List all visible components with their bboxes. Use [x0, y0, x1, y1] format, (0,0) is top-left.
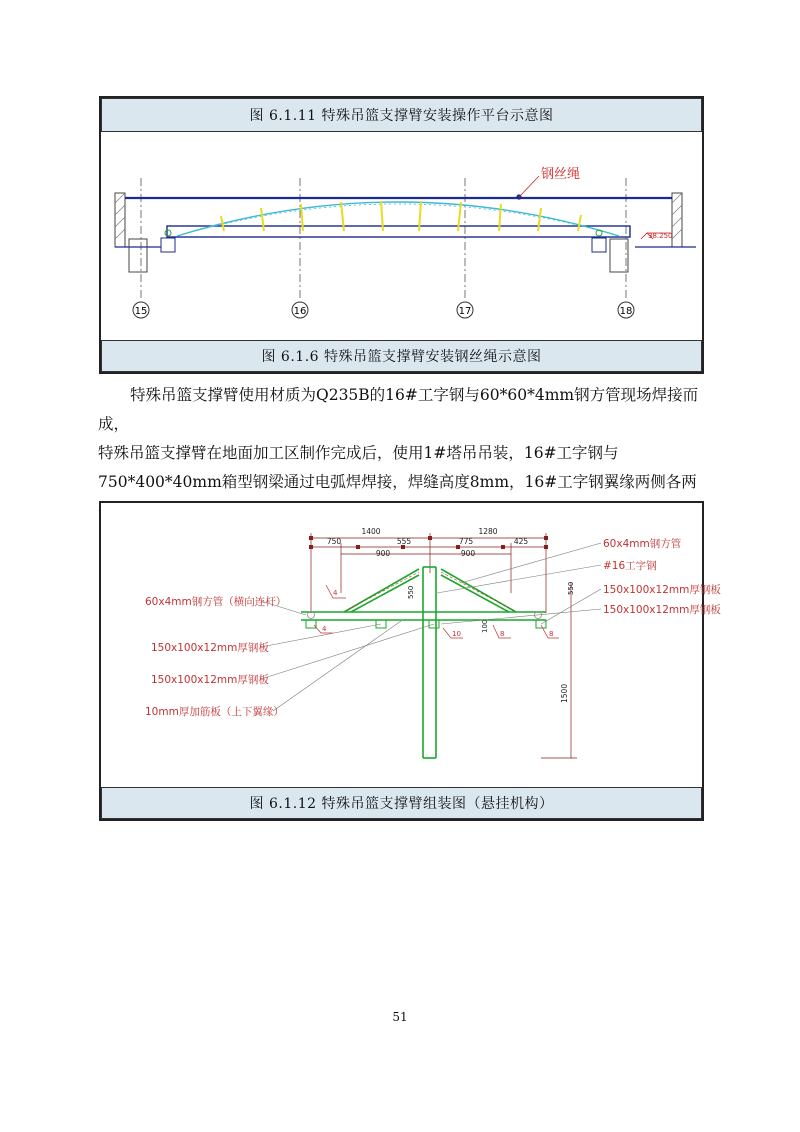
- assembly-drawing: [101, 503, 721, 789]
- dim-550-right: 550: [567, 581, 575, 595]
- label-square-tube: 60x4mm钢方管: [603, 538, 682, 550]
- elevation-label: 38.250: [648, 232, 673, 240]
- weld-mark-4: 8: [500, 630, 505, 638]
- axis-label-18: 18: [619, 306, 633, 317]
- wire-rope-label: 钢丝绳: [541, 167, 581, 182]
- figure-bottom-caption: 图 6.1.12 特殊吊篮支撑臂组装图（悬挂机构）: [101, 787, 702, 819]
- weld-mark-3: 10: [452, 630, 461, 638]
- page-number: 51: [392, 1010, 408, 1024]
- label-stiffener: 10mm厚加筋板（上下翼缘）: [145, 706, 284, 718]
- dim-1280: 1280: [478, 527, 498, 536]
- dim-100: 100: [481, 619, 489, 633]
- label-plate-3: 150x100x12mm厚钢板: [603, 584, 721, 596]
- dim-750: 750: [326, 537, 342, 546]
- dim-550-left: 550: [407, 585, 415, 599]
- dim-1500: 1500: [560, 683, 569, 703]
- dim-1400: 1400: [361, 527, 381, 536]
- weld-mark-1: 4: [333, 589, 338, 597]
- dim-425: 425: [513, 537, 529, 546]
- paragraph-line: 特殊吊篮支撑臂在地面加工区制作完成后，使用1#塔吊吊装，16#工字钢与: [98, 444, 619, 462]
- paragraph-line: 750*400*40mm箱型钢梁通过电弧焊焊接，焊缝高度8mm，16#工字钢翼缘两侧各两: [98, 473, 697, 491]
- label-plate-2: 150x100x12mm厚钢板: [151, 674, 269, 686]
- dim-900-right: 900: [460, 549, 476, 558]
- label-cross-tube: 60x4mm钢方管（横向连杆）: [145, 596, 287, 608]
- figure-top-frame: [99, 96, 704, 374]
- figure-bottom-frame: [99, 501, 721, 821]
- figure-top-caption-lower: 图 6.1.6 特殊吊篮支撑臂安装钢丝绳示意图: [101, 340, 702, 372]
- dim-900-left: 900: [375, 549, 391, 558]
- weld-mark-2: 4: [322, 625, 327, 633]
- label-i-beam: #16工字钢: [603, 560, 657, 572]
- wire-rope-drawing: [101, 98, 702, 372]
- paragraph-line: 特殊吊篮支撑臂使用材质为Q235B的16#工字钢与60*60*4mm钢方管现场焊接而成，: [98, 386, 699, 433]
- label-plate-4: 150x100x12mm厚钢板: [603, 604, 721, 616]
- label-plate-1: 150x100x12mm厚钢板: [151, 642, 269, 654]
- weld-mark-5: 8: [549, 630, 554, 638]
- figure-top-caption-upper: 图 6.1.11 特殊吊篮支撑臂安装操作平台示意图: [101, 98, 702, 132]
- dim-775: 775: [458, 537, 474, 546]
- axis-label-16: 16: [293, 306, 307, 317]
- axis-label-15: 15: [134, 306, 148, 317]
- axis-label-17: 17: [458, 306, 472, 317]
- dim-555: 555: [396, 537, 412, 546]
